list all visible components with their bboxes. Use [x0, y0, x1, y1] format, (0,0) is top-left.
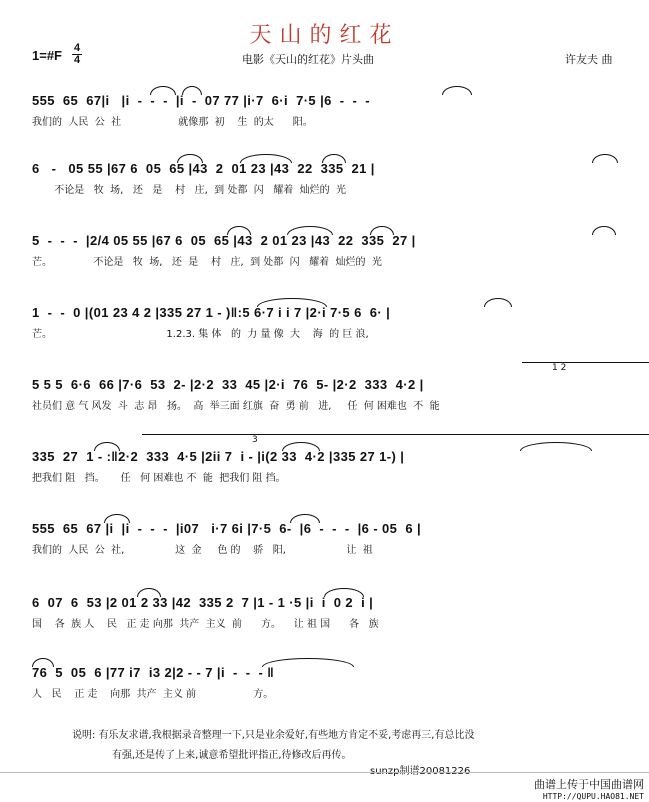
footnote-label: 说明:	[72, 730, 96, 741]
footer-url[interactable]: HTTP://QUPU.HAO81.NET	[542, 792, 644, 801]
subtitle: 电影《天山的红花》片头曲	[242, 53, 374, 66]
score-line-7	[32, 520, 630, 558]
key-signature: 1=#F	[32, 48, 62, 63]
slur	[262, 658, 354, 667]
footer-watermark	[504, 776, 644, 801]
score-line-5	[32, 363, 630, 414]
notation: 335 27 1 - :‖2·2 333 4·5 |2ii 7 i - |i(2 33 4·2 |335 27 1-) |	[32, 449, 405, 464]
score-line-2	[32, 160, 630, 198]
slur	[592, 226, 616, 235]
slur	[484, 298, 512, 307]
lyric-line: 把我们 阻 挡。 任 何 困难也 不 能 把我们 阻 挡。	[32, 473, 286, 484]
notation: 5 5 5 6·6 66 |7·6 53 2- |2·2 33 45 |2·i 76 5- |2·2 333 4·2 |	[32, 377, 424, 392]
lyric-line: 芒。 不论是 牧 场, 还 是 村 庄, 到 处都 闪 耀着 灿烂的 光	[32, 257, 382, 268]
lyric-line: 不论是 牧 场, 还 是 村 庄, 到 处都 闪 耀着 灿烂的 光	[32, 185, 346, 196]
notation: 1 - - 0 |(01 23 4 2 |335 27 1 - )‖:5 6·7 i i 7 |2·i 7·5 6 6· |	[32, 305, 391, 320]
footnote-line1: 有乐友求谱,我根据录音整理一下,只是业余爱好,有些地方肯定不妥,考虑再三,有总比没	[98, 730, 475, 741]
slur	[150, 86, 176, 95]
time-signature	[72, 43, 82, 66]
footer-divider	[0, 772, 649, 773]
notation: 6 07 6 53 |2 01 2 33 |42 335 2 7 |1 - 1 ·5 |i i 0 2 i |	[32, 595, 374, 610]
slur	[240, 154, 292, 163]
lyric-line: 国 各 族 人 民 正 走 向那 共产 主义 前 方。 让 祖 国 各 族	[32, 619, 379, 630]
slur	[442, 86, 472, 95]
slur	[32, 658, 54, 667]
slur	[177, 154, 203, 163]
score-line-9	[32, 664, 630, 702]
lyric-line: 我们的 人民 公 社 就像那 初 生 的太 阳。	[32, 117, 313, 128]
score-line-4	[32, 304, 630, 342]
slur	[370, 226, 394, 235]
lyric-line: 我们的 人民 公 社, 这 金 色 的 骄 阳, 让 祖	[32, 545, 373, 556]
slur	[137, 588, 161, 597]
notation: 555 65 67|i |i - - - |i - 07 77 |i·7 6·i 7·5 |6 - - -	[32, 93, 370, 108]
score-line-3	[32, 232, 630, 270]
footnote-line2: 有强,还是传了上来,诚意希望批评指正,待修改后再传。	[112, 750, 352, 761]
volta-bracket-1-2: 1 2	[522, 362, 649, 373]
slur	[322, 154, 346, 163]
lyric-line: 人 民 正 走 向那 共产 主义 前 方。	[32, 689, 274, 700]
notation: 555 65 67 |i |i - - - |i07 i·7 6i |7·5 6- |6 - - - |6 - 05 6 |	[32, 521, 422, 536]
composer-credit: 许友夫 曲	[565, 53, 613, 66]
notation: 76 5 05 6 |77 i7 i3 2|2 - - 7 |i - - - ‖	[32, 665, 275, 680]
score-line-8	[32, 594, 630, 632]
slur	[94, 442, 120, 451]
meter-bottom: 4	[73, 54, 81, 66]
slur	[592, 154, 618, 163]
footer-site: 曲谱上传于中国曲谱网	[534, 778, 644, 791]
slur	[287, 226, 333, 235]
slur	[104, 514, 130, 523]
lyric-line: 芒。 1.2.3. 集 体 的 力 量 像 大 海 的 巨 浪,	[32, 329, 369, 340]
slur	[182, 86, 202, 95]
lyric-line: 社员们 意 气 风发 斗 志 昂 扬。 高 举三面 红旗 奋 勇 前 进, 任 何 困难也 不 能	[32, 401, 440, 412]
notation: 5 - - - |2/4 05 55 |67 6 05 65 |43 2 01 23 |43 22 335 27 |	[32, 233, 416, 248]
meter-top: 4	[73, 42, 81, 54]
slur	[257, 298, 327, 307]
slur	[324, 588, 364, 597]
score-line-6	[32, 435, 630, 486]
slur	[227, 226, 251, 235]
score-line-1	[32, 92, 630, 130]
transcriber-signature: sunzp制谱20081226	[370, 766, 471, 777]
volta-bracket-3: 3	[142, 434, 649, 445]
footnote	[72, 726, 592, 766]
notation: 6 - 05 55 |67 6 05 65 |43 2 01 23 |43 22 335 21 |	[32, 161, 375, 176]
slur	[290, 514, 320, 523]
page-title: 天山的红花	[249, 23, 400, 48]
